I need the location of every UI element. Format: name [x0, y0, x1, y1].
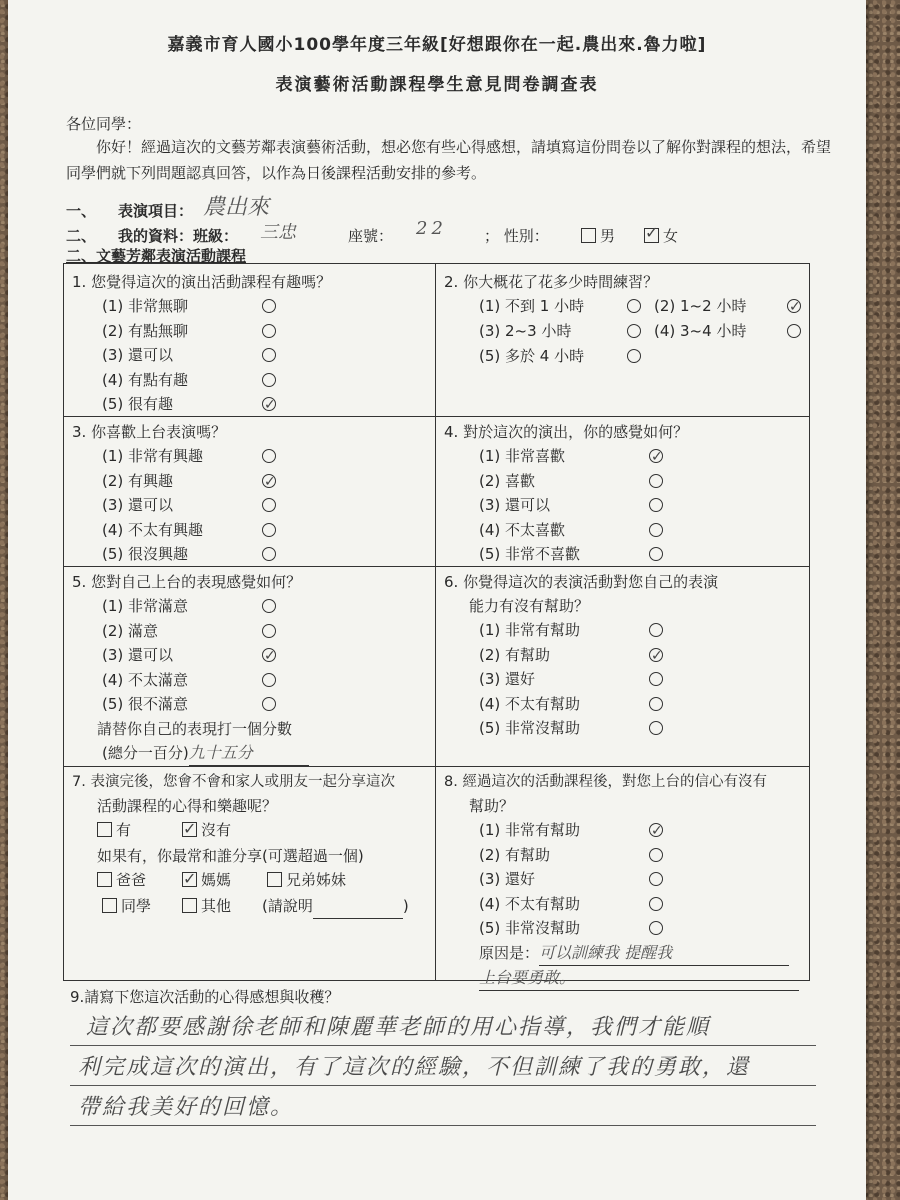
q6-option-3-circle[interactable]	[649, 672, 663, 686]
grid-divider-row3	[64, 766, 809, 767]
q6-option-3[interactable]: (3) 還好	[479, 667, 804, 692]
q4-option-5[interactable]: (5) 非常不喜歡	[479, 542, 804, 567]
q8-reason-line2[interactable]: 上台要勇敢。	[479, 966, 799, 991]
q9-answer-line-1[interactable]: 這次都要感謝徐老師和陳麗華老師的用心指導，我們才能順	[86, 1015, 711, 1040]
gender-male[interactable]: 男	[581, 225, 615, 246]
q7-share-prompt: 如果有，你最常和誰分享(可選超過一個)	[97, 847, 364, 865]
q6-option-5[interactable]: (5) 非常沒幫助	[479, 716, 804, 741]
q3-option-2-circle[interactable]	[262, 474, 276, 488]
question-7	[72, 770, 434, 920]
q7-no[interactable]: ✓ 沒有	[182, 818, 231, 842]
q1-option-1-circle[interactable]	[262, 299, 276, 313]
q7-classmates[interactable]: 同學	[102, 894, 151, 918]
q4-option-4[interactable]: (4) 不太喜歡	[479, 518, 804, 543]
question-8-text-line2: 幫助？	[469, 797, 515, 815]
survey-title: 嘉義市育人國小100學年度三年級[好想跟你在一起.農出來.魯力啦]	[167, 35, 707, 55]
q6-option-4-circle[interactable]	[649, 697, 663, 711]
q2-option-3[interactable]: (3) 2~3 小時	[479, 319, 639, 344]
q7-classmates-checkbox[interactable]	[102, 898, 117, 913]
q3-option-2[interactable]: (2) 有興趣 ✓	[102, 469, 427, 494]
q7-yes[interactable]: 有	[97, 818, 131, 842]
question-6	[444, 570, 804, 741]
q3-option-3[interactable]: (3) 還可以	[102, 493, 427, 518]
question-2	[444, 270, 804, 374]
q2-option-1[interactable]: (1) 不到 1 小時	[479, 294, 639, 319]
q7-others-row	[72, 894, 434, 920]
q3-option-3-circle[interactable]	[262, 498, 276, 512]
q3-option-5-circle[interactable]	[262, 547, 276, 561]
female-checkbox[interactable]	[644, 228, 659, 243]
q4-option-1[interactable]: (1) 非常喜歡 ✓	[479, 444, 804, 469]
q2-option-3-circle[interactable]	[627, 324, 641, 338]
q4-option-1-circle[interactable]	[649, 449, 663, 463]
q2-option-1-circle[interactable]	[627, 299, 641, 313]
q5-option-5-circle[interactable]	[262, 697, 276, 711]
q7-siblings-checkbox[interactable]	[267, 872, 282, 887]
q1-option-2-circle[interactable]	[262, 324, 276, 338]
question-4	[444, 420, 804, 567]
q8-reason-row2	[444, 966, 806, 991]
q5-option-3[interactable]: (3) 還可以 ✓	[102, 643, 427, 668]
q3-option-1[interactable]: (1) 非常有興趣	[102, 444, 427, 469]
question-6-text-line1: 6. 你覺得這次的表演活動對您自己的表演	[444, 573, 719, 591]
question-5	[72, 570, 427, 766]
q2-option-4[interactable]: (4) 3~4 小時	[654, 319, 804, 344]
q8-option-4[interactable]: (4) 不太有幫助	[479, 892, 806, 917]
score-row: (總分一百分)九十五分	[72, 741, 427, 766]
grid-divider-vertical	[435, 264, 436, 980]
seat-label: 座號：	[348, 227, 394, 245]
q5-option-3-circle[interactable]	[262, 648, 276, 662]
gender-female[interactable]: ✓ 女	[644, 225, 678, 246]
q7-family-row	[72, 868, 434, 894]
q7-other[interactable]: 其他	[182, 894, 231, 918]
question-3	[72, 420, 427, 567]
q1-option-3-circle[interactable]	[262, 348, 276, 362]
section3-title: 二、文藝芳鄰表演活動課程	[66, 247, 247, 265]
q4-option-2[interactable]: (2) 喜歡	[479, 469, 804, 494]
male-checkbox[interactable]	[581, 228, 596, 243]
q6-option-5-circle[interactable]	[649, 721, 663, 735]
gender-label: ； 性別：	[484, 227, 549, 245]
question-1	[72, 270, 427, 417]
q4-option-2-circle[interactable]	[649, 474, 663, 488]
q6-option-1[interactable]: (1) 非常有幫助	[479, 618, 804, 643]
q7-other-checkbox[interactable]	[182, 898, 197, 913]
question-4-text: 4. 對於這次的演出，你的感覺如何？	[444, 423, 689, 441]
score-field[interactable]: 九十五分	[189, 741, 309, 766]
q9-answer-line-2[interactable]: 利完成這次的演出，有了這次的經驗，不但訓練了我的勇敢，還	[78, 1055, 751, 1080]
q4-option-3[interactable]: (3) 還可以	[479, 493, 804, 518]
q7-mom[interactable]: ✓ 媽媽	[182, 868, 231, 892]
question-7-text-line2: 活動課程的心得和樂趣呢？	[97, 797, 278, 815]
intro-paragraph: 你好！經過這次的文藝芳鄰表演藝術活動，想必您有些心得感想，請填寫這份問卷以了解你對課程的想法，希望同學們就下列問題認真回答，以作為日後課程活動安排的參考。	[66, 138, 832, 182]
question-8	[444, 770, 806, 991]
q5-option-1-circle[interactable]	[262, 599, 276, 613]
section1-label: 表演項目：	[118, 202, 194, 220]
q3-option-4[interactable]: (4) 不太有興趣	[102, 518, 427, 543]
q8-reason-row: 原因是：可以訓練我 提醒我	[444, 941, 806, 966]
q2-option-2[interactable]: (2) 1~2 小時 ✓	[654, 294, 804, 319]
q5-option-2[interactable]: (2) 滿意	[102, 619, 427, 644]
q7-dad[interactable]: 爸爸	[97, 868, 146, 892]
q7-other-explain: (請說明 )	[262, 894, 409, 919]
q7-no-checkbox[interactable]	[182, 822, 197, 837]
q5-option-4-circle[interactable]	[262, 673, 276, 687]
section1-num: 一、	[66, 202, 97, 220]
q8-option-4-circle[interactable]	[649, 897, 663, 911]
q8-option-3-circle[interactable]	[649, 872, 663, 886]
q1-option-3[interactable]: (3) 還可以	[102, 343, 427, 368]
q2-option-5-circle[interactable]	[627, 349, 641, 363]
question-1-text: 1. 您覺得這次的演出活動課程有趣嗎？	[72, 273, 332, 291]
questions-grid	[63, 263, 810, 987]
question-5-text: 5. 您對自己上台的表現感覺如何？	[72, 573, 302, 591]
q1-option-4[interactable]: (4) 有點有趣	[102, 368, 427, 393]
q3-option-5[interactable]: (5) 很沒興趣	[102, 542, 427, 567]
q6-option-2-circle[interactable]	[649, 648, 663, 662]
q5-option-5[interactable]: (5) 很不滿意	[102, 692, 427, 717]
q9-answer-line-3[interactable]: 帶給我美好的回憶。	[78, 1095, 295, 1120]
question-7-text-line1: 7. 表演完後，您會不會和家人或朋友一起分享這次	[72, 774, 395, 790]
seat-answer: 22	[416, 218, 447, 239]
q8-reason-line1[interactable]: 可以訓練我 提醒我	[539, 941, 789, 966]
question-8-text-line1: 8. 經過這次的活動課程後，對您上台的信心有沒有	[444, 774, 767, 790]
q1-option-5[interactable]: (5) 很有趣 ✓	[102, 392, 427, 417]
q7-mom-checkbox[interactable]	[182, 872, 197, 887]
q5-option-4[interactable]: (4) 不太滿意	[102, 668, 427, 693]
q8-option-1-circle[interactable]	[649, 823, 663, 837]
q8-option-5[interactable]: (5) 非常沒幫助	[479, 916, 806, 941]
q8-option-5-circle[interactable]	[649, 921, 663, 935]
q1-option-4-circle[interactable]	[262, 373, 276, 387]
q1-option-1[interactable]: (1) 非常無聊	[102, 294, 427, 319]
q8-option-2[interactable]: (2) 有幫助	[479, 843, 806, 868]
q7-siblings[interactable]: 兄弟姊妹	[267, 868, 346, 892]
q5-option-1[interactable]: (1) 非常滿意	[102, 594, 427, 619]
q7-yes-checkbox[interactable]	[97, 822, 112, 837]
section2-label: 我的資料：班級：	[118, 227, 239, 245]
question-2-text: 2. 你大概花了花多少時間練習？	[444, 273, 659, 291]
q6-option-2[interactable]: (2) 有幫助 ✓	[479, 643, 804, 668]
q8-option-3[interactable]: (3) 還好	[479, 867, 806, 892]
q8-option-1[interactable]: (1) 非常有幫助 ✓	[479, 818, 806, 843]
q6-option-4[interactable]: (4) 不太有幫助	[479, 692, 804, 717]
section2-num: 二、	[66, 227, 97, 245]
q7-yes-no-row	[72, 818, 434, 844]
class-answer: 三忠	[260, 222, 296, 243]
greeting: 各位同學：	[66, 115, 142, 133]
score-prompt: 請替你自己的表現打一個分數	[97, 719, 293, 738]
q4-option-3-circle[interactable]	[649, 498, 663, 512]
q7-dad-checkbox[interactable]	[97, 872, 112, 887]
performance-answer: 農出來	[203, 195, 270, 220]
question-6-text-line2: 能力有沒有幫助？	[469, 597, 590, 615]
q1-option-5-circle[interactable]	[262, 397, 276, 411]
q7-other-field[interactable]	[313, 894, 403, 919]
q3-option-1-circle[interactable]	[262, 449, 276, 463]
q1-option-2[interactable]: (2) 有點無聊	[102, 319, 427, 344]
q6-option-1-circle[interactable]	[649, 623, 663, 637]
question-9-text: 9.請寫下您這次活動的心得感想與收穫？	[70, 988, 340, 1006]
q2-option-4-circle[interactable]	[787, 324, 801, 338]
q2-option-2-circle[interactable]	[787, 299, 801, 313]
q3-option-4-circle[interactable]	[262, 523, 276, 537]
q5-option-2-circle[interactable]	[262, 624, 276, 638]
question-3-text: 3. 你喜歡上台表演嗎？	[72, 423, 227, 441]
q8-option-2-circle[interactable]	[649, 848, 663, 862]
survey-paper	[8, 0, 866, 1200]
q4-option-4-circle[interactable]	[649, 523, 663, 537]
survey-subtitle: 表演藝術活動課程學生意見問卷調查表	[275, 75, 599, 95]
q2-option-5[interactable]: (5) 多於 4 小時	[479, 344, 639, 369]
q4-option-5-circle[interactable]	[649, 547, 663, 561]
